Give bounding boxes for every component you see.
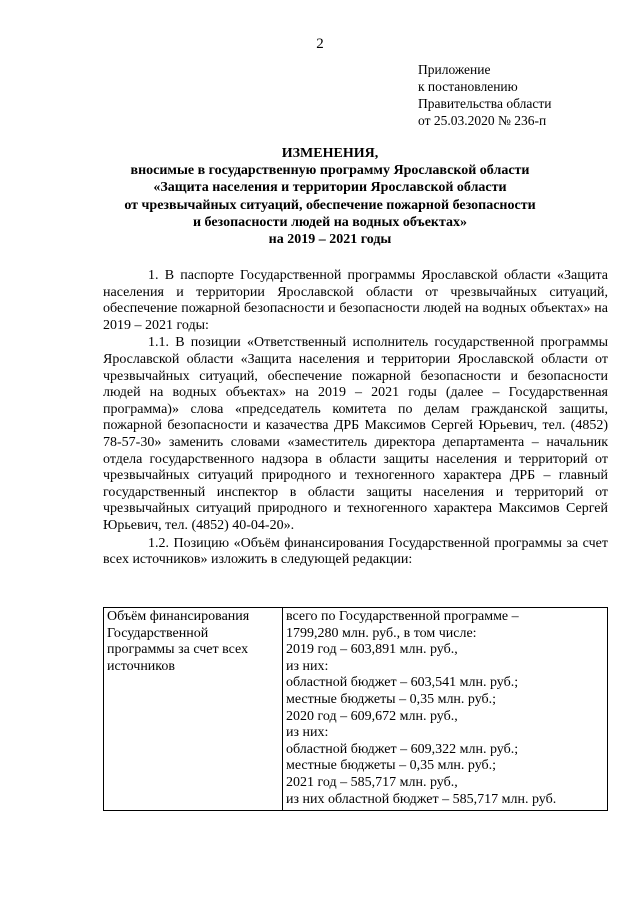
financing-value-line: местные бюджеты – 0,35 млн. руб.; [286, 758, 497, 774]
paragraph-1-2: 1.2. Позицию «Объём финансирования Государственной программы за счет всех источников» изложить в следующей редакции: [103, 535, 608, 568]
financing-value-line: 2019 год – 603,891 млн. руб., [286, 642, 458, 658]
title-line: ИЗМЕНЕНИЯ, [281, 146, 379, 161]
document-body [103, 268, 608, 569]
document-title [60, 145, 600, 248]
financing-value-cell [283, 608, 608, 811]
table-row [104, 608, 608, 811]
financing-value-line: из них: [286, 725, 329, 741]
title-line: вносимые в государственную программу Ярославской области [130, 163, 530, 179]
paragraph-1-1: 1.1. В позиции «Ответственный исполнитель государственной программы Ярославской области «Защита населения и территории Ярославской области от чрезвычайных ситуаций, обеспечение пожарной безопасности и безопасности людей на водных объектах» на 2019 – 2021 годы (далее – Государственная программа)» слова «председатель комитета по делам гражданской защиты, пожарной безопасности и казачества ДРБ Максимов Сергей Юрьевич, тел. (4852) 78-57-30» заменить словами «заместитель директора департамента – начальник отдела государственного надзора в области защиты населения и территорий от чрезвычайных ситуаций природного и техногенного характера ДРБ – главный государственный инспектор в области защиты населения и территорий от чрезвычайных ситуаций природного и техногенного характера Максимов Сергей Юрьевич, тел. (4852) 40-04-20». [103, 335, 608, 533]
financing-value-line: местные бюджеты – 0,35 млн. руб.; [286, 691, 497, 707]
appendix-line: Правительства области [418, 96, 552, 111]
title-line: на 2019 – 2021 годы [268, 232, 392, 248]
financing-table [103, 607, 608, 811]
appendix-line: от 25.03.2020 № 236-п [418, 113, 547, 128]
financing-value-line: всего по Государственной программе – [286, 609, 519, 624]
financing-value-line: 2020 год – 609,672 млн. руб., [286, 708, 458, 724]
financing-value-line: из них областной бюджет – 585,717 млн. руб. [286, 791, 557, 807]
page-number: 2 [316, 36, 324, 52]
title-line: «Защита населения и территории Ярославской области [153, 180, 507, 196]
financing-value-line: областной бюджет – 603,541 млн. руб.; [286, 675, 519, 691]
paragraph-1: 1. В паспорте Государственной программы Ярославской области «Защита населения и территории Ярославской области от чрезвычайных ситуаций, обеспечение пожарной безопасности и безопасности людей на водных объектах» на 2019 – 2021 годы: [103, 268, 608, 333]
financing-value-line: 1799,280 млн. руб., в том числе: [286, 625, 477, 641]
appendix-line: к постановлению [418, 79, 518, 94]
appendix-line: Приложение [418, 62, 491, 77]
financing-label: Объём финансирования Государственной программы за счет всех источников [107, 609, 250, 674]
financing-value-line: из них: [286, 658, 329, 674]
appendix-block [418, 61, 628, 129]
financing-label-cell [104, 608, 283, 811]
financing-value-line: областной бюджет – 609,322 млн. руб.; [286, 741, 519, 757]
title-line: и безопасности людей на водных объектах» [192, 214, 468, 230]
financing-value-line: 2021 год – 585,717 млн. руб., [286, 774, 458, 790]
title-line: от чрезвычайных ситуаций, обеспечение пожарной безопасности [124, 197, 536, 213]
